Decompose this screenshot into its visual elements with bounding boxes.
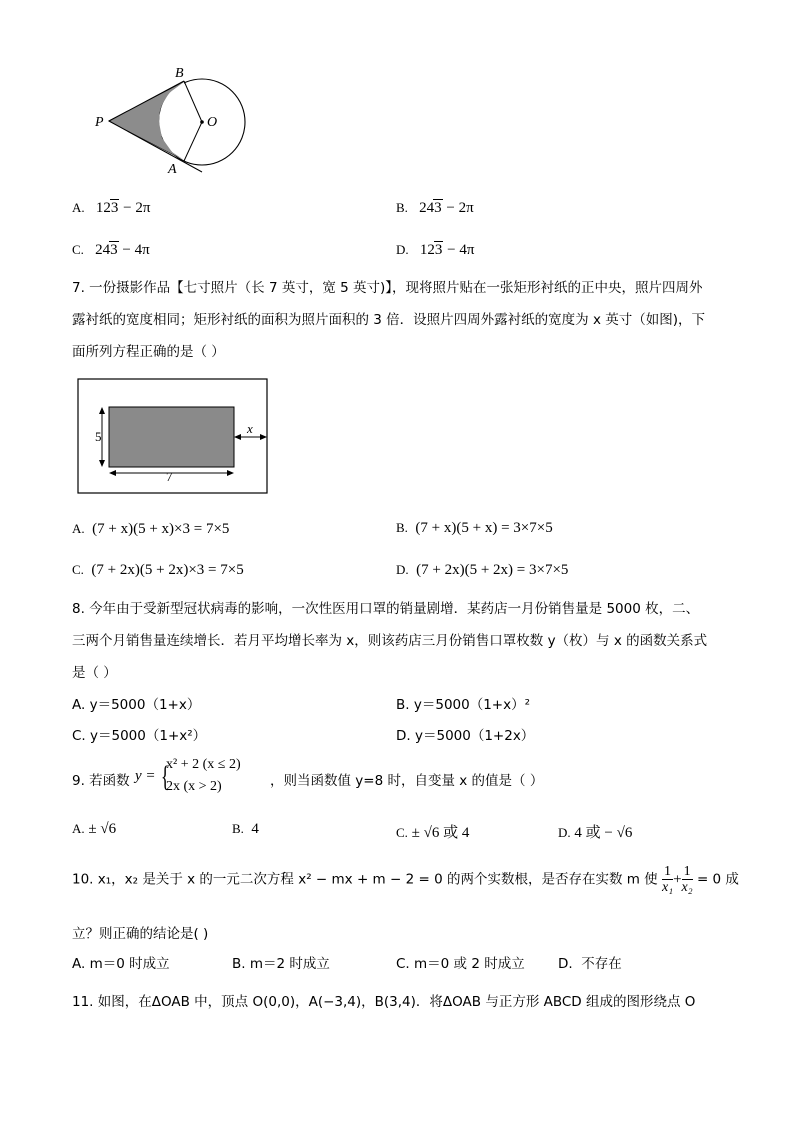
q10-option-c[interactable]: C. m＝0 或 2 时成立	[396, 956, 525, 972]
q9-option-d[interactable]: D. 4 或 − √6	[558, 825, 633, 841]
q7-option-d[interactable]: D. (7 + 2x)(5 + 2x) = 3×7×5	[396, 562, 569, 578]
q8-stem-line3: 是（ ）	[72, 665, 117, 681]
q9-case2: 2x (x > 2)	[166, 779, 222, 794]
label-margin: x	[247, 421, 253, 436]
label-p: P	[95, 115, 104, 130]
q8-option-a[interactable]: A. y＝5000（1+x）	[72, 697, 201, 713]
q10-stem-line2: 立？则正确的结论是( )	[72, 926, 209, 942]
photo-rect	[109, 407, 234, 467]
q8-stem-line2: 三两个月销售量连续增长．若月平均增长率为 x，则该药店三月份销售口罩枚数 y（枚）与 x 的函数关系式	[72, 633, 708, 649]
q10-frac1: $\frac{1}{\text{x₁}}$	[661, 864, 674, 895]
q8-option-b[interactable]: B. y＝5000（1+x）²	[396, 697, 531, 713]
q9-option-b[interactable]: B. 4	[232, 821, 259, 837]
q9-suffix: ，则当函数值 y=8 时，自变量 x 的值是（ ）	[270, 773, 544, 789]
label-b: B	[175, 66, 184, 81]
q6-option-a[interactable]: A. 123 − 2π	[72, 200, 151, 216]
label-width: 7	[166, 469, 173, 484]
q8-option-d[interactable]: D. y＝5000（1+2x）	[396, 728, 535, 744]
q9-prefix: 9. 若函数	[72, 773, 130, 789]
q6-tangent-figure	[88, 60, 258, 180]
label-height: 5	[95, 429, 102, 444]
q8-stem-line1: 8. 今年由于受新型冠状病毒的影响，一次性医用口罩的销量剧增．某药店一月份销售量是 5000 枚，二、	[72, 601, 700, 617]
q7-option-b[interactable]: B. (7 + x)(5 + x) = 3×7×5	[396, 520, 553, 536]
q7-stem-line2: 露衬纸的宽度相同；矩形衬纸的面积为照片面积的 3 倍．设照片四周外露衬纸的宽度为 x 英寸（如图)，下	[72, 312, 706, 328]
q11-stem-line1: 11. 如图，在ΔOAB 中，顶点 O(0,0)，A(−3,4)，B(3,4)．将ΔOAB 与正方形 ABCD 组成的图形绕点 O	[72, 994, 696, 1010]
q6-option-b[interactable]: B. 243 − 2π	[396, 200, 474, 216]
q7-option-a[interactable]: A. (7 + x)(5 + x)×3 = 7×5	[72, 521, 230, 537]
q9-func-name: y =	[135, 768, 156, 784]
q6-option-c[interactable]: C. 243 − 4π	[72, 242, 150, 258]
q6-option-d[interactable]: D. 123 − 4π	[396, 242, 475, 258]
q10-option-b[interactable]: B. m＝2 时成立	[232, 956, 330, 972]
label-o: O	[207, 115, 218, 130]
label-a: A	[168, 162, 177, 177]
q9-case1: x² + 2 (x ≤ 2)	[166, 757, 241, 772]
q7-photo-figure	[76, 377, 270, 497]
q7-stem-line3: 面所列方程正确的是（ ）	[72, 344, 225, 360]
q9-option-c[interactable]: C. ± √6 或 4	[396, 825, 470, 841]
q8-option-c[interactable]: C. y＝5000（1+x²）	[72, 728, 207, 744]
q9-brace: {	[160, 760, 170, 793]
q10-stem-line1: 10. x₁，x₂ 是关于 x 的一元二次方程 x² − mx + m − 2 = 0 的两个实数根，是否存在实数 m 使 $\frac{1}{\text{x₁}}$ + $\frac{1}{\text{x₂}}$ = 0 成	[72, 864, 739, 895]
q7-option-c[interactable]: C. (7 + 2x)(5 + 2x)×3 = 7×5	[72, 562, 244, 578]
q10-frac2: $\frac{1}{\text{x₂}}$	[681, 864, 693, 895]
q7-stem-line1: 7. 一份摄影作品【七寸照片（长 7 英寸，宽 5 英寸)】，现将照片贴在一张矩形衬纸的正中央，照片四周外	[72, 280, 703, 296]
q10-option-d[interactable]: D. 不存在	[558, 956, 622, 972]
q10-option-a[interactable]: A. m＝0 时成立	[72, 956, 170, 972]
q9-option-a[interactable]: A. ± √6	[72, 821, 117, 837]
